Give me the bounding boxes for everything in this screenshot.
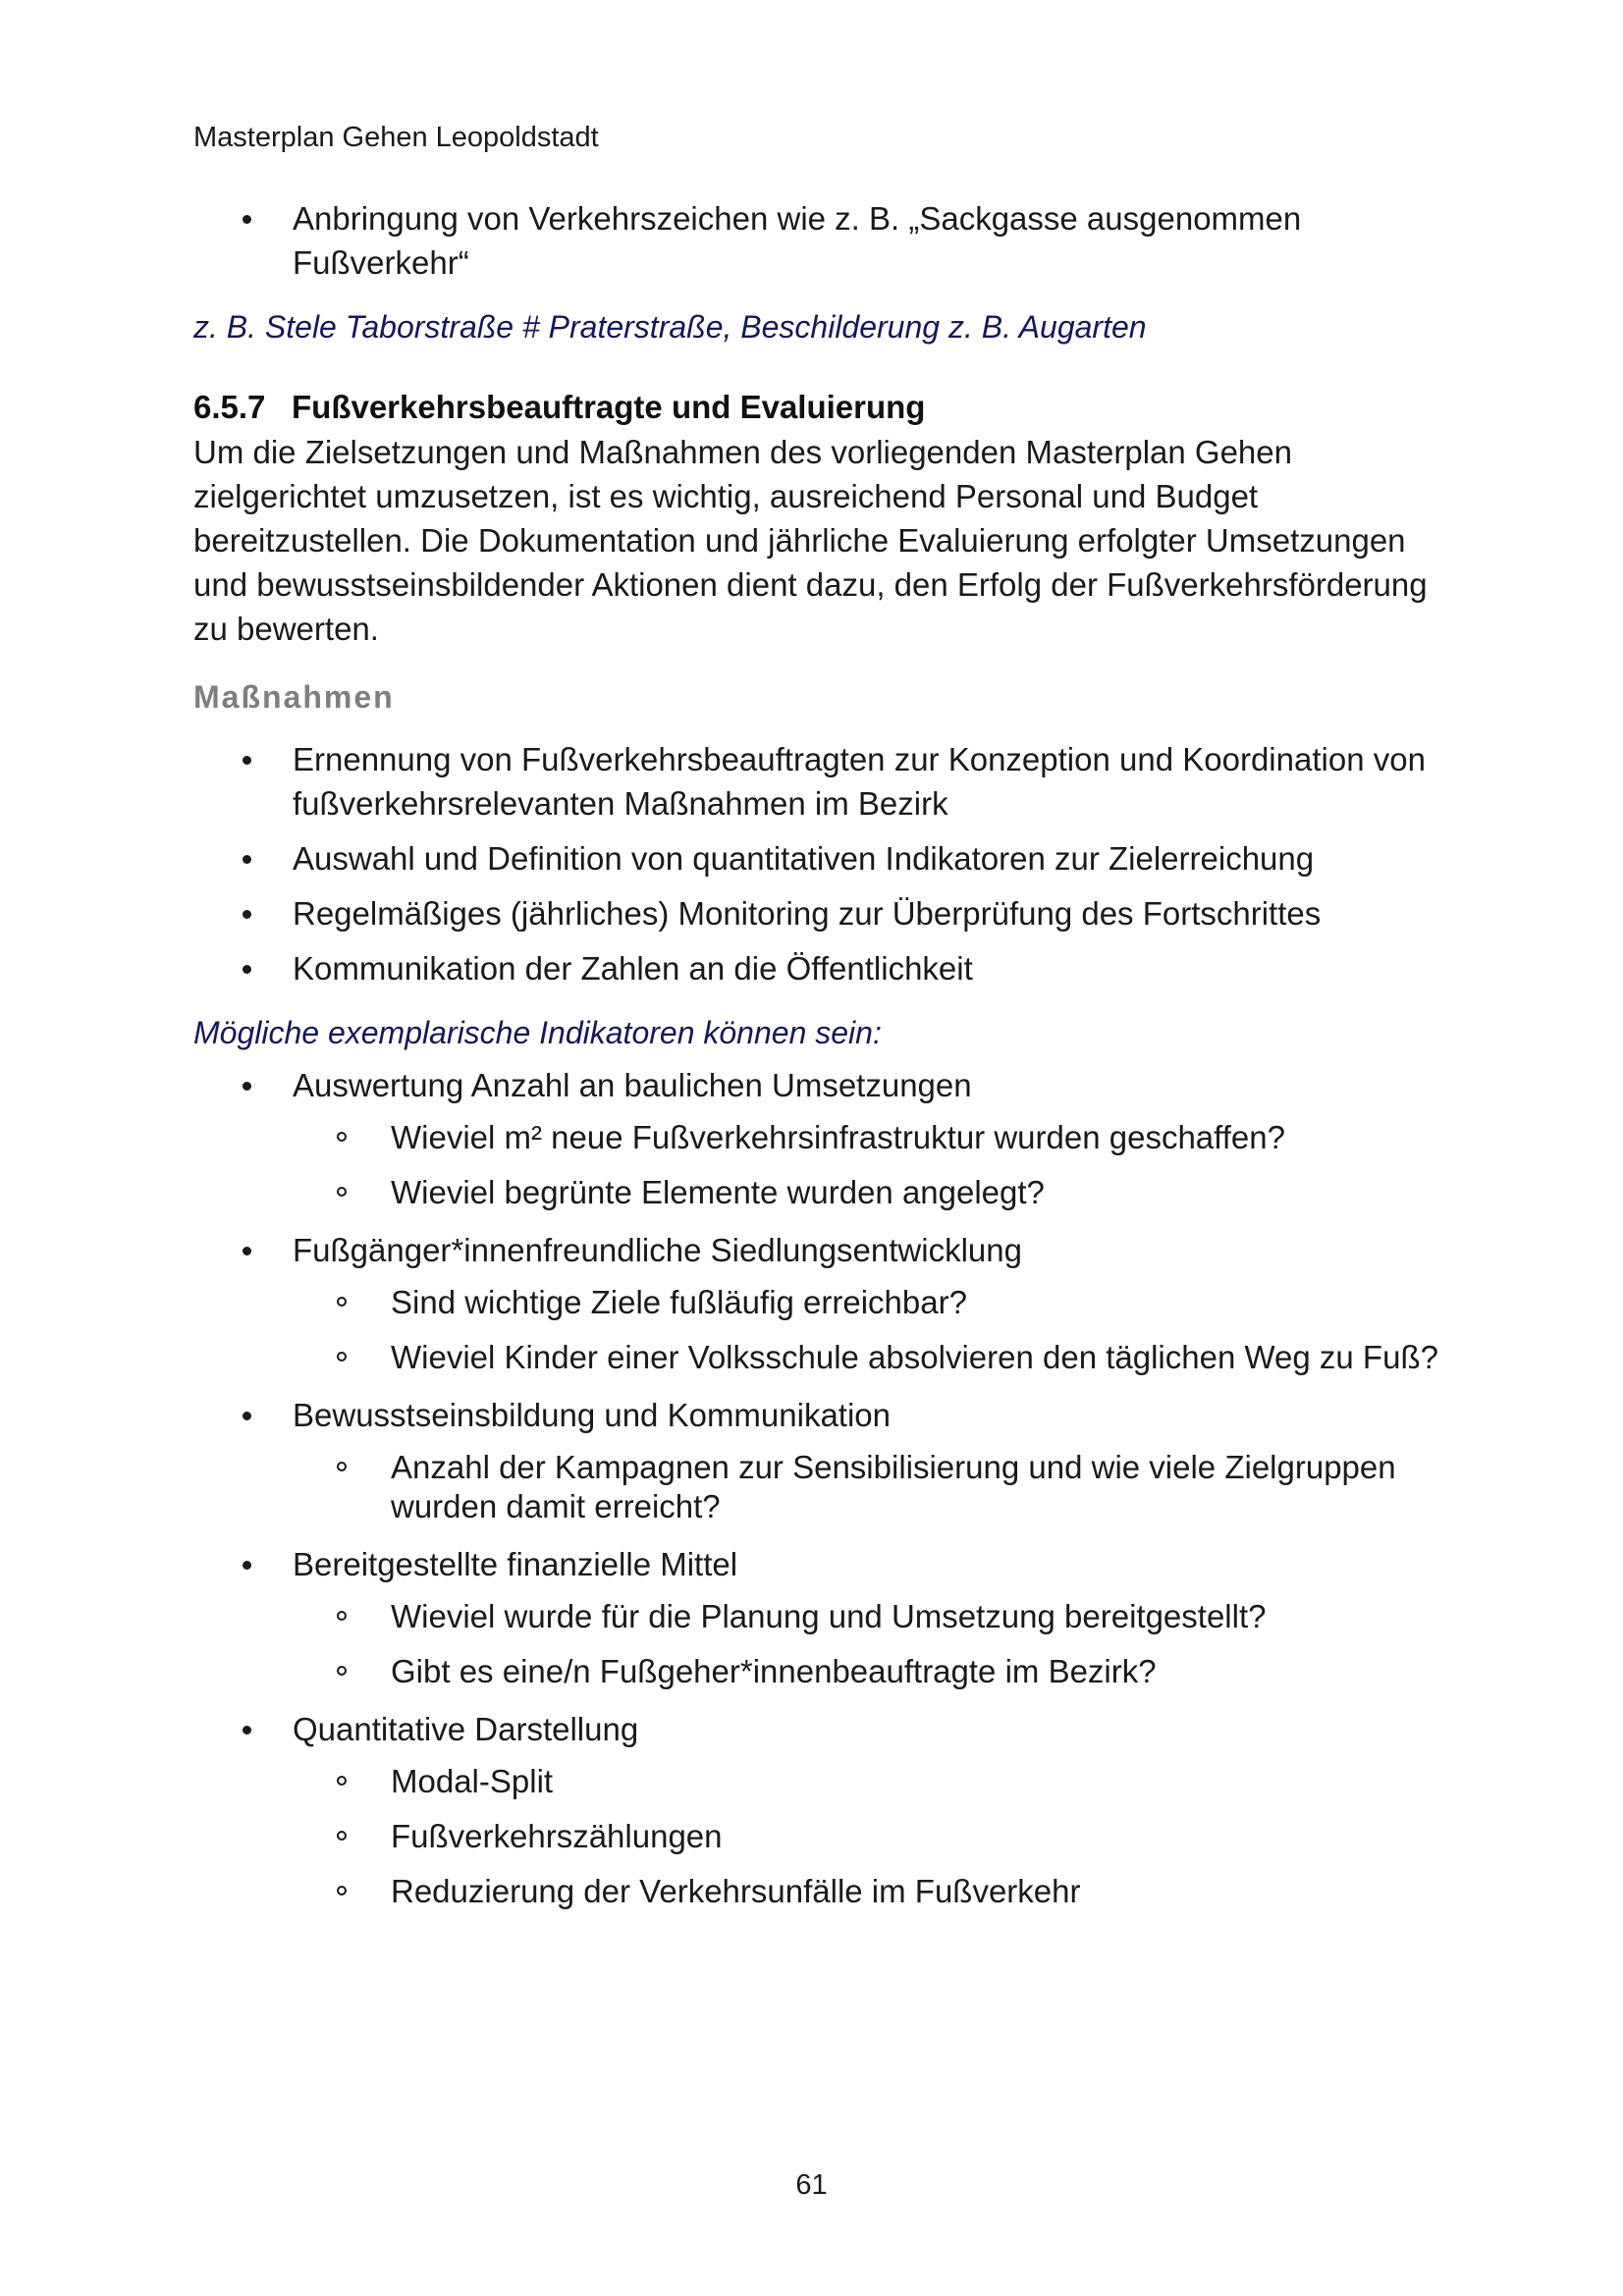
sub-list-item-text: Wieviel wurde für die Planung und Umsetzung bereitgestellt?	[391, 1598, 1267, 1634]
example-note: z. B. Stele Taborstraße # Praterstraße, Beschilderung z. B. Augarten	[193, 309, 1147, 345]
list-item	[193, 836, 1440, 881]
sub-list-item-text: Fußverkehrszählungen	[391, 1818, 723, 1854]
list-item	[193, 1707, 1440, 1911]
section-title: Fußverkehrsbeauftragte und Evaluierung	[292, 389, 926, 425]
hollow-bullet-icon	[337, 1297, 347, 1307]
sub-list-item	[293, 1817, 1440, 1856]
sub-list	[293, 1448, 1440, 1526]
hollow-bullet-icon	[337, 1666, 347, 1676]
hollow-bullet-icon	[337, 1462, 347, 1471]
list-item-text: Bereitgestellte finanzielle Mittel	[293, 1546, 738, 1582]
list-item	[193, 737, 1440, 826]
hollow-bullet-icon	[337, 1831, 347, 1841]
list-item-text: Kommunikation der Zahlen an die Öffentlichkeit	[293, 950, 973, 987]
section-number: 6.5.7	[193, 389, 266, 425]
list-item	[193, 891, 1440, 935]
sub-list-item-text: Gibt es eine/n Fußgeher*innenbeauftragte im Bezirk?	[391, 1653, 1157, 1689]
bullet-icon	[243, 756, 251, 765]
list-item	[193, 1063, 1440, 1212]
list-item-text: Auswertung Anzahl an baulichen Umsetzungen	[293, 1067, 972, 1103]
bullet-icon	[243, 1247, 251, 1255]
sub-list-item	[293, 1118, 1440, 1157]
measures-list	[193, 737, 1440, 990]
hollow-bullet-icon	[337, 1132, 347, 1142]
intro-bullet-list	[193, 196, 1440, 285]
list-item-text: Bewusstseinsbildung und Kommunikation	[293, 1397, 892, 1433]
sub-list-item	[293, 1283, 1440, 1322]
list-item-text: Auswahl und Definition von quantitativen Indikatoren zur Zielerreichung	[293, 840, 1315, 877]
sub-list-item-text: Sind wichtige Ziele fußläufig erreichbar?	[391, 1284, 967, 1320]
running-header: Masterplan Gehen Leopoldstadt	[193, 122, 599, 153]
hollow-bullet-icon	[337, 1886, 347, 1896]
sub-list	[293, 1597, 1440, 1691]
sub-list-item-text: Wieviel m² neue Fußverkehrsinfrastruktur wurden geschaffen?	[391, 1119, 1285, 1155]
bullet-icon	[243, 910, 251, 919]
sub-list-item-text: Anzahl der Kampagnen zur Sensibilisierung und wie viele Zielgruppen wurden damit erreicht?	[391, 1449, 1396, 1524]
sub-list-item	[293, 1872, 1440, 1911]
measures-heading: Maßnahmen	[193, 679, 395, 715]
sub-list	[293, 1762, 1440, 1911]
indicators-intro: Mögliche exemplarische Indikatoren können sein:	[193, 1015, 882, 1050]
bullet-icon	[243, 1412, 251, 1420]
sub-list-item	[293, 1338, 1440, 1377]
sub-list-item	[293, 1448, 1440, 1526]
list-item	[193, 1393, 1440, 1526]
list-item	[193, 1228, 1440, 1377]
bullet-icon	[243, 1726, 251, 1735]
indicators-list	[193, 1063, 1440, 1911]
list-item	[193, 946, 1440, 990]
section-body: Um die Zielsetzungen und Maßnahmen des vorliegenden Masterplan Gehen zielgerichtet umzusetzen, ist es wichtig, ausreichend Personal und Budget bereitzustellen. Die Dokumentation und jährliche Evaluierung erfolgter Umsetzungen und bewusstseinsbildender Aktionen dient dazu, den Erfolg der Fußverkehrsförderung zu bewerten.	[193, 434, 1428, 647]
list-item-text: Quantitative Darstellung	[293, 1711, 639, 1747]
page-content	[193, 196, 1440, 1927]
sub-list-item	[293, 1652, 1440, 1691]
sub-list-item-text: Reduzierung der Verkehrsunfälle im Fußverkehr	[391, 1873, 1081, 1909]
sub-list	[293, 1283, 1440, 1377]
sub-list-item	[293, 1762, 1440, 1801]
hollow-bullet-icon	[337, 1187, 347, 1197]
page-number: 61	[795, 2169, 828, 2201]
sub-list-item	[293, 1173, 1440, 1212]
hollow-bullet-icon	[337, 1352, 347, 1362]
list-item-text: Anbringung von Verkehrszeichen wie z. B. „Sackgasse ausgenommen Fußverkehr“	[293, 200, 1302, 281]
sub-list-item-text: Wieviel Kinder einer Volksschule absolvieren den täglichen Weg zu Fuß?	[391, 1339, 1438, 1375]
list-item-text: Fußgänger*innenfreundliche Siedlungsentwicklung	[293, 1232, 1022, 1268]
list-item-text: Regelmäßiges (jährliches) Monitoring zur Überprüfung des Fortschrittes	[293, 895, 1322, 932]
hollow-bullet-icon	[337, 1776, 347, 1786]
list-item-text: Ernennung von Fußverkehrsbeauftragten zur Konzeption und Koordination von fußverkehrsrelevanten Maßnahmen im Bezirk	[293, 741, 1426, 822]
bullet-icon	[243, 1082, 251, 1091]
hollow-bullet-icon	[337, 1611, 347, 1621]
list-item	[193, 1542, 1440, 1691]
sub-list-item-text: Modal-Split	[391, 1763, 554, 1799]
bullet-icon	[243, 1561, 251, 1570]
bullet-icon	[243, 965, 251, 974]
section-heading	[193, 387, 1440, 428]
bullet-icon	[243, 855, 251, 864]
bullet-icon	[243, 215, 251, 224]
list-item	[193, 196, 1440, 285]
sub-list-item	[293, 1597, 1440, 1636]
sub-list-item-text: Wieviel begrünte Elemente wurden angelegt?	[391, 1174, 1045, 1210]
sub-list	[293, 1118, 1440, 1212]
